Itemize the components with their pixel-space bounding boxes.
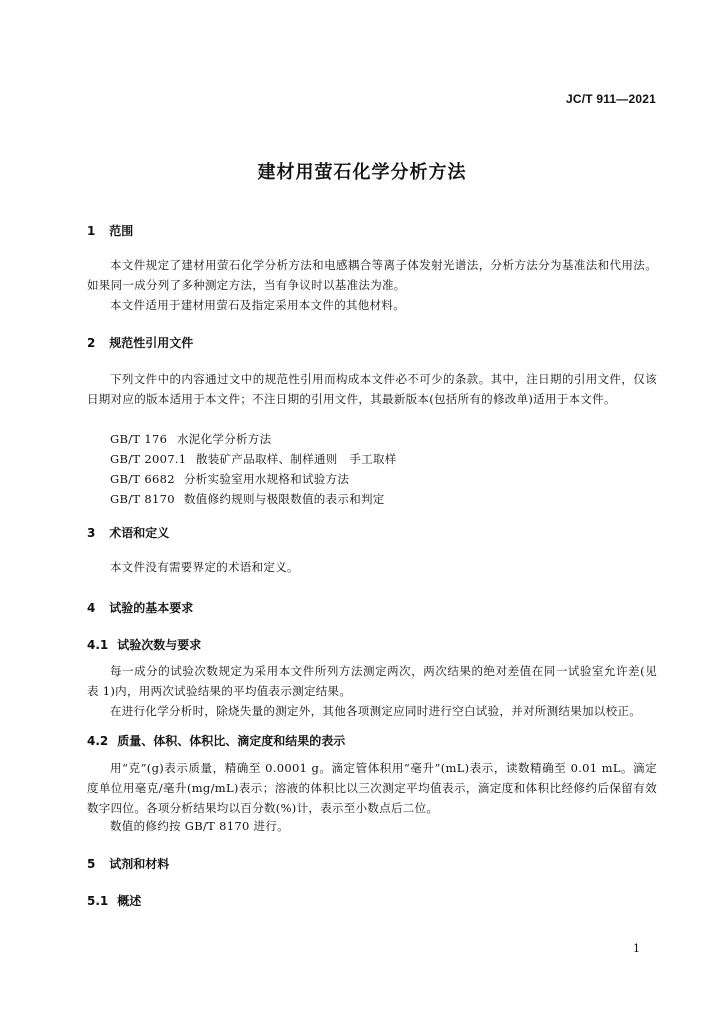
section-number: 5.1 bbox=[87, 894, 109, 908]
section-number: 5 bbox=[87, 857, 96, 871]
reference-code: GB/T 8170 bbox=[110, 492, 175, 506]
section-4-2-paragraph-2: 数值的修约按 GB/T 8170 进行。 bbox=[110, 819, 289, 833]
section-2-heading bbox=[87, 334, 193, 351]
document-title: 建材用萤石化学分析方法 bbox=[257, 162, 467, 183]
reference-title: 散装矿产品取样、制样通则 手工取样 bbox=[196, 452, 397, 466]
section-2-intro: 下列文件中的内容通过文中的规范性引用而构成本文件必不可少的条款。其中，注日期的引用文件，仅该日期对应的版本适用于本文件；不注日期的引用文件，其最新版本(包括所有的修改单)适用于本文件。 bbox=[87, 372, 657, 406]
reference-item bbox=[110, 471, 349, 487]
section-title: 规范性引用文件 bbox=[109, 336, 194, 350]
section-4-1-heading bbox=[87, 636, 201, 653]
section-title: 试验的基本要求 bbox=[109, 601, 194, 615]
reference-item bbox=[110, 431, 271, 447]
section-5-heading bbox=[87, 855, 169, 872]
section-title: 范围 bbox=[109, 224, 134, 238]
section-5-1-heading bbox=[87, 892, 141, 909]
reference-item bbox=[110, 451, 397, 467]
reference-title: 水泥化学分析方法 bbox=[177, 432, 272, 446]
section-number: 4.1 bbox=[87, 638, 109, 652]
reference-title: 数值修约规则与极限数值的表示和判定 bbox=[184, 492, 385, 506]
section-number: 3 bbox=[87, 526, 96, 540]
reference-code: GB/T 2007.1 bbox=[110, 452, 187, 466]
reference-code: GB/T 176 bbox=[110, 432, 168, 446]
section-title: 试剂和材料 bbox=[109, 857, 170, 871]
section-3-heading bbox=[87, 524, 169, 541]
section-number: 4 bbox=[87, 601, 96, 615]
section-title: 质量、体积、体积比、滴定度和结果的表示 bbox=[117, 734, 346, 748]
section-number: 4.2 bbox=[87, 734, 109, 748]
section-4-1-paragraph-1: 每一成分的试验次数规定为采用本文件所列方法测定两次，两次结果的绝对差值在同一试验室允许差(见表 1)内，用两次试验结果的平均值表示测定结果。 bbox=[87, 664, 657, 698]
section-number: 2 bbox=[87, 336, 96, 350]
page-number: 1 bbox=[633, 942, 640, 955]
section-4-2-heading bbox=[87, 732, 345, 749]
reference-title: 分析实验室用水规格和试验方法 bbox=[184, 472, 350, 486]
section-4-heading bbox=[87, 599, 193, 616]
reference-code: GB/T 6682 bbox=[110, 472, 175, 486]
section-3-paragraph: 本文件没有需要界定的术语和定义。 bbox=[110, 560, 299, 574]
section-1-paragraph-2: 本文件适用于建材用萤石及指定采用本文件的其他材料。 bbox=[110, 298, 405, 312]
section-title: 概述 bbox=[117, 894, 142, 908]
section-1-heading bbox=[87, 222, 133, 239]
section-4-2-paragraph-1: 用“克”(g)表示质量，精确至 0.0001 g。滴定管体积用“毫升”(mL)表示，读数精确至 0.01 mL。滴定度单位用毫克/毫升(mg/mL)表示；溶液的体积比以三次测定平均值表示，滴定度和体积比经修约后保留有效数字四位。各项分析结果均以百分数(%)计，表示至小数点后二位。 bbox=[87, 761, 657, 815]
standard-code: JC/T 911—2021 bbox=[566, 92, 656, 106]
section-title: 术语和定义 bbox=[109, 526, 170, 540]
section-1-paragraph-1: 本文件规定了建材用萤石化学分析方法和电感耦合等离子体发射光谱法，分析方法分为基准法和代用法。如果同一成分列了多种测定方法，当有争议时以基准法为准。 bbox=[87, 258, 657, 292]
reference-item bbox=[110, 491, 385, 507]
section-4-1-paragraph-2: 在进行化学分析时，除烧失量的测定外，其他各项测定应同时进行空白试验，并对所测结果加以校正。 bbox=[110, 704, 641, 718]
section-title: 试验次数与要求 bbox=[117, 638, 202, 652]
section-number: 1 bbox=[87, 224, 96, 238]
